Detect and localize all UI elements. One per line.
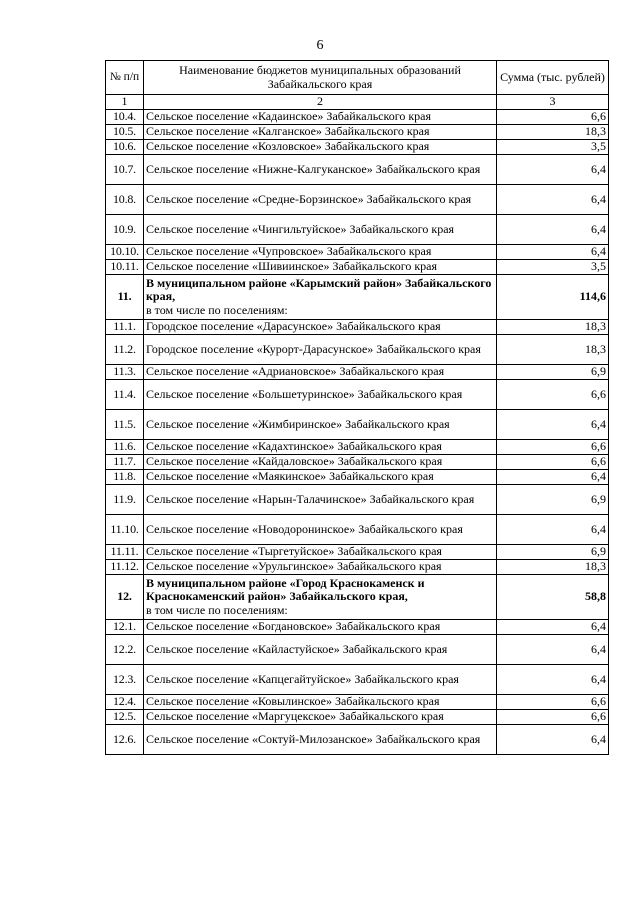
table-row [106,725,609,755]
row-sum: 6,4 [497,620,609,635]
table-row [106,545,609,560]
row-sum: 6,6 [497,440,609,455]
table-row [106,410,609,440]
header-name: Наименование бюджетов муниципальных образований Забайкальского края [144,61,497,95]
district-title: В муниципальном районе «Карымский район» Забайкальского края, [146,275,492,304]
row-sum: 6,6 [497,110,609,125]
row-num: 11.12. [106,560,144,575]
row-name: Городское поселение «Дарасунское» Забайкальского края [144,320,497,335]
row-num: 12.1. [106,620,144,635]
table-row [106,710,609,725]
row-num: 11.8. [106,470,144,485]
row-num: 12.3. [106,665,144,695]
row-name: Сельское поселение «Жимбиринское» Забайкальского края [144,410,497,440]
row-num: 12.6. [106,725,144,755]
row-name: Сельское поселение «Нарын-Талачинское» Забайкальского края [144,485,497,515]
row-num: 11.9. [106,485,144,515]
row-sum: 6,4 [497,725,609,755]
table-row [106,665,609,695]
row-sum: 18,3 [497,125,609,140]
row-num: 10.8. [106,185,144,215]
column-index-row [106,95,609,110]
table-row [106,485,609,515]
table-row-district [106,275,609,320]
table-row [106,455,609,470]
table-row [106,245,609,260]
row-name: Сельское поселение «Соктуй-Милозанское» Забайкальского края [144,725,497,755]
table-row [106,260,609,275]
table-row [106,110,609,125]
row-name: Сельское поселение «Кадаинское» Забайкальского края [144,110,497,125]
row-num: 10.7. [106,155,144,185]
row-sum: 6,4 [497,635,609,665]
header-num: № п/п [106,61,144,95]
row-sum: 6,9 [497,545,609,560]
district-subtitle: в том числе по поселениям: [146,302,288,317]
row-name [144,275,497,320]
table-row [106,185,609,215]
page-number: 6 [316,38,324,53]
row-name: Сельское поселение «Маякинское» Забайкальского края [144,470,497,485]
row-num: 10.5. [106,125,144,140]
row-name: Сельское поселение «Кайластуйское» Забайкальского края [144,635,497,665]
row-name: Сельское поселение «Новодоронинское» Забайкальского края [144,515,497,545]
table-header-row [106,61,609,95]
row-sum: 6,9 [497,485,609,515]
row-sum: 6,6 [497,380,609,410]
header-sum: Сумма (тыс. рублей) [497,61,609,95]
row-name: Сельское поселение «Большетуринское» Забайкальского края [144,380,497,410]
row-name: Сельское поселение «Чингильтуйское» Забайкальского края [144,215,497,245]
row-sum: 3,5 [497,260,609,275]
row-sum: 6,4 [497,245,609,260]
table-row-district [106,575,609,620]
row-num: 10.4. [106,110,144,125]
column-index-1: 1 [106,95,144,110]
row-name: Сельское поселение «Маргуцекское» Забайкальского края [144,710,497,725]
row-sum: 6,6 [497,695,609,710]
budget-table [105,60,609,755]
row-num: 11.5. [106,410,144,440]
row-num: 11.11. [106,545,144,560]
table-row [106,635,609,665]
table-row [106,470,609,485]
table-row [106,140,609,155]
row-name: Сельское поселение «Козловское» Забайкальского края [144,140,497,155]
row-sum: 6,4 [497,665,609,695]
row-num: 10.6. [106,140,144,155]
row-sum: 6,9 [497,365,609,380]
row-num: 12.5. [106,710,144,725]
row-name: Городское поселение «Курорт-Дарасунское» Забайкальского края [144,335,497,365]
row-sum: 6,4 [497,185,609,215]
table-row [106,620,609,635]
row-sum: 6,6 [497,455,609,470]
column-index-2: 2 [144,95,497,110]
row-sum: 6,4 [497,515,609,545]
row-num: 11.3. [106,365,144,380]
table-row [106,440,609,455]
row-name: Сельское поселение «Адриановское» Забайкальского края [144,365,497,380]
row-num: 11. [106,275,144,320]
row-num: 11.4. [106,380,144,410]
row-name: Сельское поселение «Нижне-Калгуканское» Забайкальского края [144,155,497,185]
row-num: 11.6. [106,440,144,455]
district-title: В муниципальном районе «Город Краснокаменск и Краснокаменский район» Забайкальского края, [146,575,425,604]
row-sum: 6,4 [497,410,609,440]
row-sum: 114,6 [497,275,609,320]
row-num: 10.10. [106,245,144,260]
row-sum: 18,3 [497,560,609,575]
table-row [106,215,609,245]
row-name: Сельское поселение «Средне-Борзинское» Забайкальского края [144,185,497,215]
row-sum: 3,5 [497,140,609,155]
row-sum: 6,4 [497,155,609,185]
row-num: 12.2. [106,635,144,665]
row-name: Сельское поселение «Богдановское» Забайкальского края [144,620,497,635]
row-name [144,575,497,620]
column-index-3: 3 [497,95,609,110]
row-sum: 6,4 [497,215,609,245]
table-row [106,515,609,545]
row-name: Сельское поселение «Тыргетуйское» Забайкальского края [144,545,497,560]
table-row [106,320,609,335]
row-name: Сельское поселение «Калганское» Забайкальского края [144,125,497,140]
row-sum: 6,6 [497,710,609,725]
table-row [106,365,609,380]
table-row [106,125,609,140]
row-name: Сельское поселение «Шивиинское» Забайкальского края [144,260,497,275]
table-row [106,560,609,575]
table-row [106,695,609,710]
row-name: Сельское поселение «Чупровское» Забайкальского края [144,245,497,260]
row-name: Сельское поселение «Ковылинское» Забайкальского края [144,695,497,710]
row-sum: 6,4 [497,470,609,485]
row-num: 12. [106,575,144,620]
row-num: 11.2. [106,335,144,365]
table-row [106,380,609,410]
row-num: 11.10. [106,515,144,545]
row-name: Сельское поселение «Урульгинское» Забайкальского края [144,560,497,575]
row-num: 12.4. [106,695,144,710]
row-num: 10.11. [106,260,144,275]
table-row [106,155,609,185]
row-sum: 18,3 [497,335,609,365]
row-num: 11.7. [106,455,144,470]
row-num: 10.9. [106,215,144,245]
row-name: Сельское поселение «Кайдаловское» Забайкальского края [144,455,497,470]
district-subtitle: в том числе по поселениям: [146,602,288,617]
row-sum: 58,8 [497,575,609,620]
row-name: Сельское поселение «Капцегайтуйское» Забайкальского края [144,665,497,695]
row-name: Сельское поселение «Кадахтинское» Забайкальского края [144,440,497,455]
row-sum: 18,3 [497,320,609,335]
table-row [106,335,609,365]
row-num: 11.1. [106,320,144,335]
